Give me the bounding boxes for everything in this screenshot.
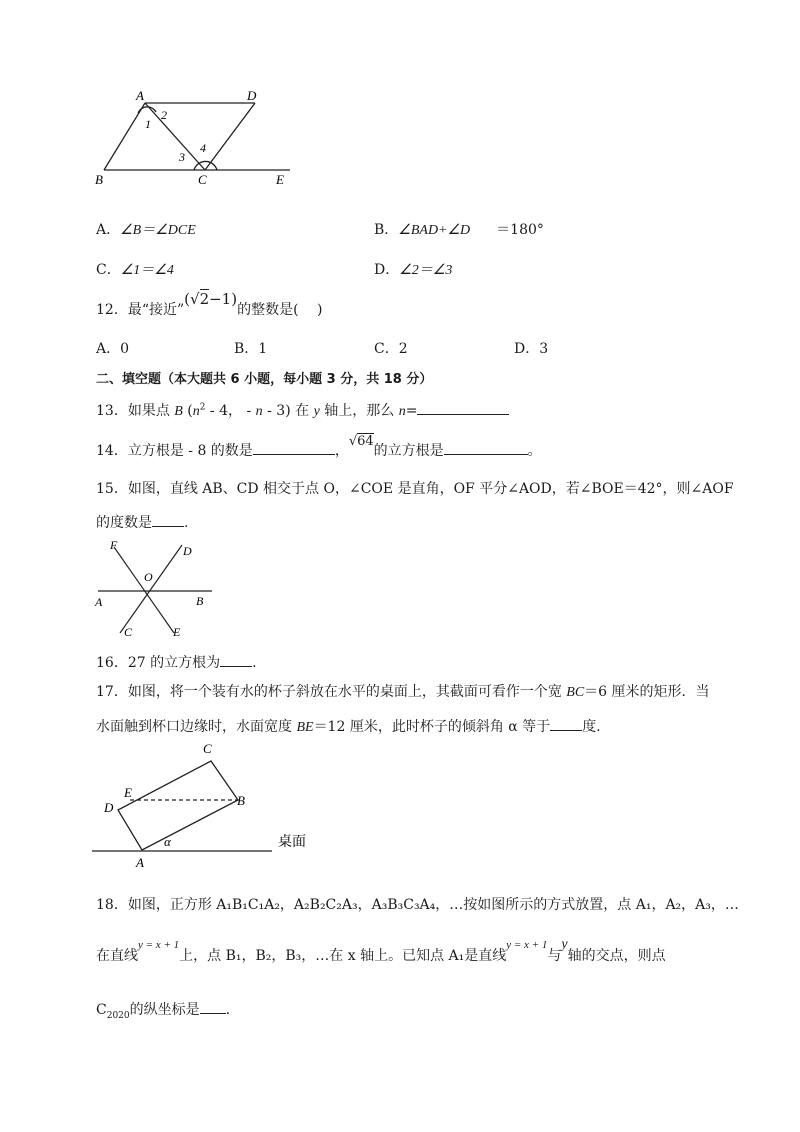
fig11-label-A: A [136,88,144,103]
q15-line1: 15．如图，直线 AB、CD 相交于点 O，∠COE 是直角，OF 平分∠AOD，若∠BOE＝42°，则∠AOF [96,481,734,497]
fig11-label-1: 1 [145,117,151,131]
fig17-label-alpha: α [164,834,171,849]
fig11-label-2: 2 [161,108,167,122]
section-title: 二、填空题（本大题共 6 小题，每小题 3 分，共 18 分） [96,372,433,387]
fig11-label-E: E [276,172,284,187]
q11-option-a: A．∠B＝∠DCE [96,222,196,238]
q15-answer-blank[interactable] [152,512,184,527]
fig11-label-D: D [247,88,257,103]
q11-option-b: B．∠BAD+∠D ＝180° [374,222,544,238]
q14-answer-blank-2[interactable] [444,440,528,455]
q14-answer-blank-1[interactable] [253,440,335,455]
q11-figure [90,88,300,188]
q18-line3: $C_{2020}$的纵坐标是 . [96,999,230,1022]
q11-option-d: D．∠2＝∠3 [374,262,453,278]
q12-option-d: D．3 [514,341,549,357]
fig15-label-D: D [183,544,192,558]
fig11-label-4: 4 [200,141,206,155]
q12-option-a: A．0 [96,341,130,357]
fig17-label-D: D [104,800,114,815]
fig17-label-B: B [237,793,245,808]
q15-line2: 的度数是 . [96,512,188,532]
fig11-label-B: B [95,172,103,187]
q14-question: 14．立方根是 - 8 的数是 ，√64的立方根是 。 [96,434,542,459]
fig15-label-F: F [110,538,118,552]
q17-line2: 水面触到杯口边缘时，水面宽度 BE＝12 厘米，此时杯子的倾斜角 α 等于 度. [96,716,601,737]
q17-figure [92,738,332,870]
q15-figure [90,535,220,645]
q11-option-c: C．∠1＝∠4 [96,262,174,278]
fig15-label-B: B [196,594,204,608]
fig11-label-3: 3 [179,150,185,164]
fig15-label-E: E [173,625,181,639]
q16-answer-blank[interactable] [220,652,252,667]
q12-option-b: B．1 [234,341,268,357]
fig11-label-C: C [198,172,207,187]
fig15-label-C: C [124,625,133,639]
q18-line2: 在直线$^{y = x + 1}$上，点 B₁，B₂，B₃，…在 x 轴上。已知点 A₁是直线$^{y = x + 1}$与y轴的交点，则点 [96,937,666,964]
q18-answer-blank[interactable] [200,999,226,1014]
q12-option-c: C．2 [374,341,408,357]
fig15-label-A: A [95,595,103,609]
fig17-label-A: A [136,855,144,870]
q13-answer-blank[interactable] [417,400,509,415]
q16-question: 16．27 的立方根为 . [96,652,257,672]
fig17-label-desk: 桌面 [278,834,306,850]
q17-answer-blank[interactable] [550,716,582,731]
q17-line1: 17．如图，将一个装有水的杯子斜放在水平的桌面上，其截面可看作一个宽 BC＝6 厘米的矩形．当 [96,684,710,700]
q13-question: 13．如果点 B ($n^2 - 4$， - n - 3) 在 y 轴上，那么 n= [96,400,509,421]
q18-line1: 18．如图，正方形 A₁B₁C₁A₂，A₂B₂C₂A₃，A₃B₃C₃A₄，…按如图所示的方式放置，点 A₁，A₂，A₃，… [96,897,739,913]
fig17-label-C: C [203,741,212,756]
q12-question: 12．最“接近”(√2−1)的整数是( ) [96,290,323,318]
fig17-label-E: E [124,785,132,800]
fig15-label-O: O [144,570,153,584]
